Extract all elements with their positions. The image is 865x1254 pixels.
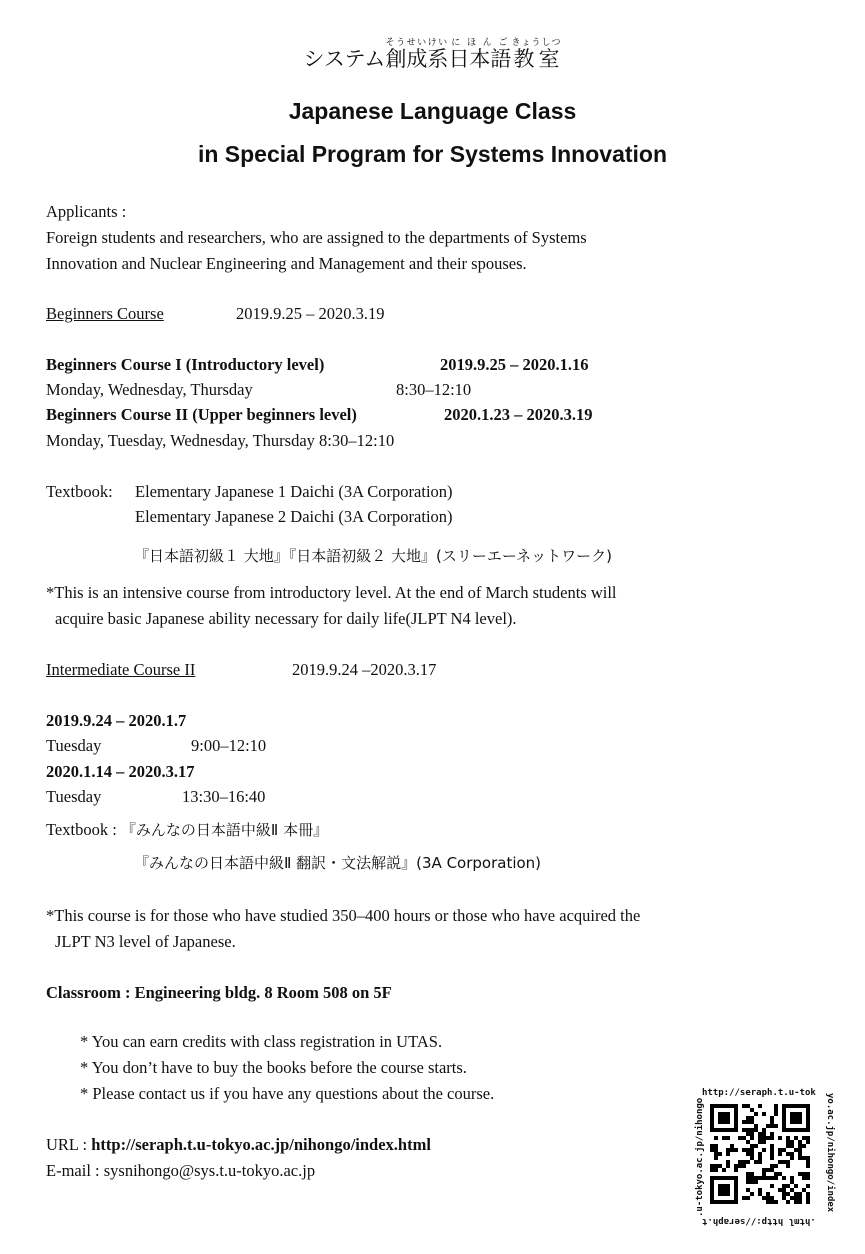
url-label: URL :: [46, 1135, 92, 1154]
intermediate-term1-schedule: [46, 736, 267, 755]
beginners-course1-row: [46, 355, 589, 374]
url-row: [46, 1137, 431, 1154]
applicants-text-2: Innovation and Nuclear Engineering and Management and their spouses.: [46, 254, 527, 273]
qr-url-right: yo.ac.jp/nihongo/index: [825, 1093, 835, 1213]
jp-title-part: 教室きょうしつ: [511, 38, 562, 71]
intermediate-heading: Intermediate Course II: [46, 660, 196, 679]
japanese-title: [0, 38, 865, 70]
note-books: * You don’t have to buy the books before the course starts.: [80, 1058, 467, 1077]
intermediate-textbook-label: Textbook :: [46, 820, 117, 839]
beginners-period: 2019.9.25 – 2020.3.19: [236, 304, 385, 323]
qr-code-icon[interactable]: [710, 1104, 810, 1204]
note-contact: * Please contact us if you have any questions about the course.: [80, 1084, 495, 1103]
beginners-course1-title: Beginners Course I (Introductory level): [46, 355, 325, 374]
intermediate-note-2: JLPT N3 level of Japanese.: [55, 932, 236, 951]
beginners-heading-row: [46, 304, 385, 323]
intermediate-term1-period: 2019.9.24 – 2020.1.7: [46, 711, 187, 730]
beginners-textbook-label: Textbook:: [46, 482, 113, 501]
beginners-textbook-1: Elementary Japanese 1 Daichi (3A Corporation): [135, 482, 453, 501]
qr-url-top: http://seraph.t.u-tok: [702, 1088, 816, 1098]
beginners-course2-row: [46, 405, 593, 424]
beginners-course2-time: 8:30–12:10: [319, 431, 395, 450]
jp-title-part: システム: [303, 47, 386, 71]
qr-url-left: .u-tokyo.ac.jp/nihongo: [695, 1097, 705, 1217]
beginners-course1-schedule: [46, 380, 472, 399]
intermediate-textbook-1: 『みんなの日本語中級Ⅱ 本冊』: [120, 821, 329, 839]
url-link[interactable]: http://seraph.t.u-tokyo.ac.jp/nihongo/index.html: [91, 1135, 431, 1154]
beginners-note-1: *This is an intensive course from introductory level. At the end of March students will: [46, 583, 617, 602]
beginners-course2-period: 2020.1.23 – 2020.3.19: [444, 405, 593, 424]
beginners-course2-title: Beginners Course II (Upper beginners level): [46, 405, 357, 424]
qr-code-block: [690, 1088, 835, 1228]
email-link[interactable]: sysnihongo@sys.t.u-tokyo.ac.jp: [103, 1161, 316, 1180]
intermediate-textbook-2: 『みんなの日本語中級Ⅱ 翻訳・文法解説』(3A Corporation): [134, 854, 542, 872]
intermediate-term2-time: 13:30–16:40: [182, 787, 266, 806]
classroom-info: Classroom : Engineering bldg. 8 Room 508 on 5F: [46, 983, 392, 1002]
beginners-course1-days: Monday, Wednesday, Thursday: [46, 380, 253, 399]
beginners-note-2: acquire basic Japanese ability necessary for daily life(JLPT N4 level).: [55, 609, 517, 628]
intermediate-term2-day: Tuesday: [46, 787, 102, 806]
beginners-course1-time: 8:30–12:10: [396, 380, 472, 399]
intermediate-textbook-row: [46, 822, 328, 839]
applicants-text-1: Foreign students and researchers, who are assigned to the departments of Systems: [46, 228, 587, 247]
beginners-textbook-row: [46, 482, 453, 501]
beginners-textbook-jp: 『日本語初級１ 大地』『日本語初級２ 大地』(スリーエーネットワーク): [134, 547, 612, 565]
jp-title-part: 創成系そうせいけい: [385, 38, 449, 71]
beginners-course2-schedule: [46, 433, 394, 450]
page-subtitle: in Special Program for Systems Innovation: [197, 141, 668, 167]
intermediate-term1-time: 9:00–12:10: [191, 736, 267, 755]
note-credits: * You can earn credits with class registration in UTAS.: [80, 1032, 443, 1051]
email-row: [46, 1163, 315, 1180]
beginners-course1-period: 2019.9.25 – 2020.1.16: [440, 355, 589, 374]
intermediate-term1-day: Tuesday: [46, 736, 102, 755]
jp-title-part: 日本語にほんご: [448, 38, 512, 71]
qr-url-bottom: .html http://seraph.t: [702, 1216, 816, 1226]
page-title: Japanese Language Class: [288, 98, 577, 124]
intermediate-heading-row: [46, 660, 437, 679]
beginners-heading: Beginners Course: [46, 304, 164, 323]
intermediate-period: 2019.9.24 –2020.3.17: [292, 660, 437, 679]
beginners-textbook-2: Elementary Japanese 2 Daichi (3A Corporation): [135, 507, 453, 526]
intermediate-term2-schedule: [46, 787, 266, 806]
beginners-course2-days: Monday, Tuesday, Wednesday, Thursday: [46, 431, 315, 450]
email-label: E-mail :: [46, 1161, 104, 1180]
applicants-label: Applicants :: [46, 202, 127, 221]
intermediate-term2-period: 2020.1.14 – 2020.3.17: [46, 762, 195, 781]
intermediate-note-1: *This course is for those who have studied 350–400 hours or those who have acquired the: [46, 906, 641, 925]
